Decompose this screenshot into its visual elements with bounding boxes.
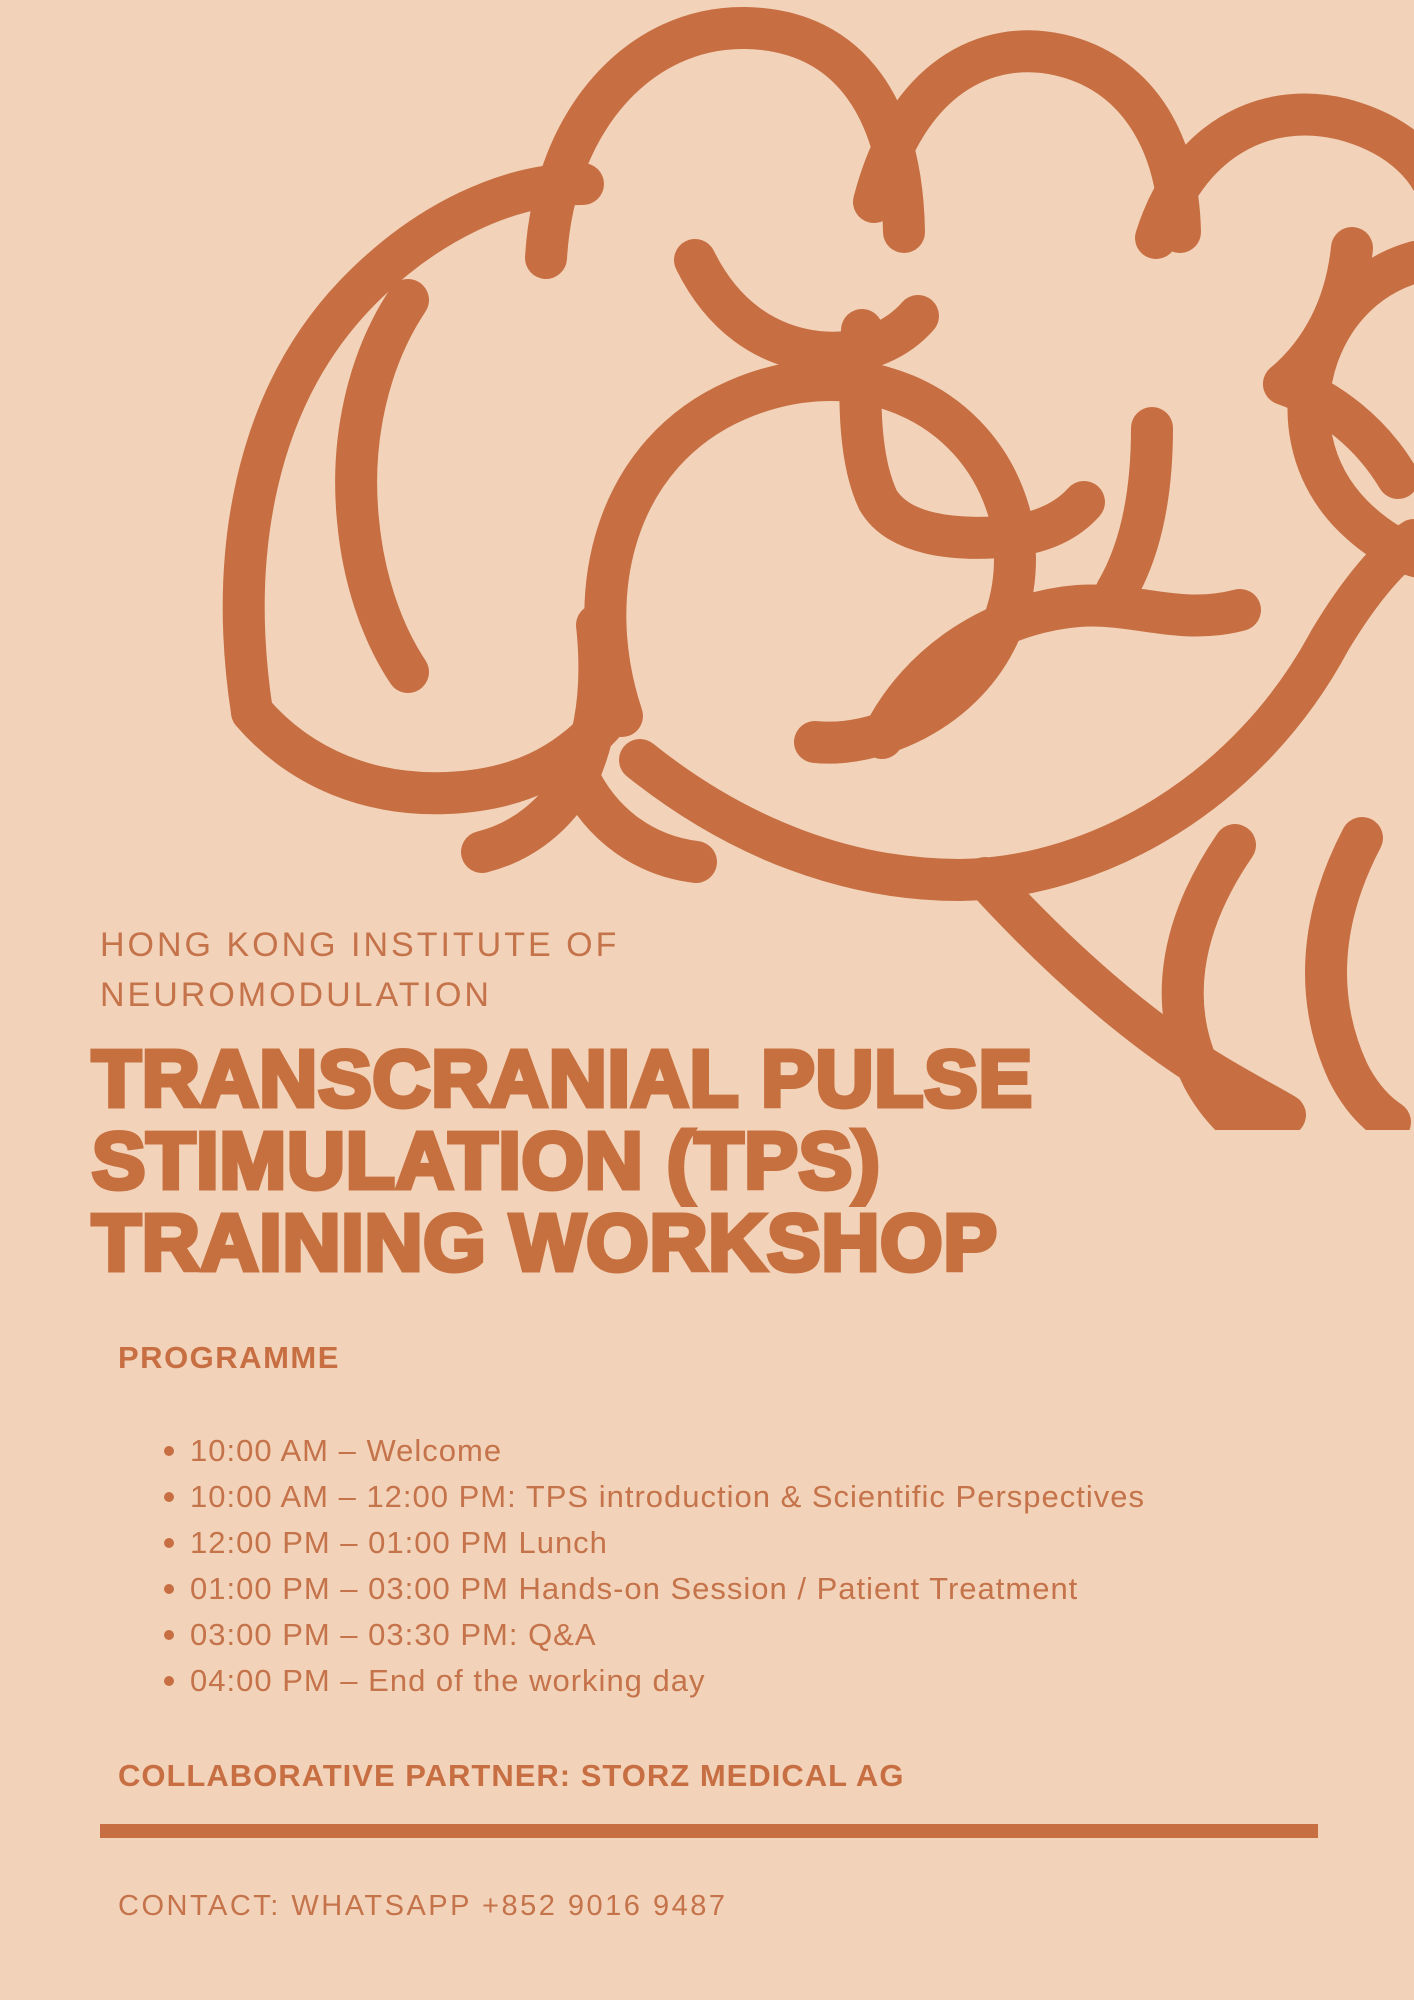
organization-name-line2: NEUROMODULATION <box>100 976 492 1014</box>
programme-list <box>146 1428 1145 1704</box>
programme-item: 01:00 PM – 03:00 PM Hands-on Session / Patient Treatment <box>146 1566 1145 1612</box>
page-title <box>92 1034 1034 1287</box>
programme-heading: PROGRAMME <box>118 1340 340 1375</box>
page-title-line3: TRAINING WORKSHOP <box>92 1198 998 1287</box>
organization-name-line1: HONG KONG INSTITUTE OF <box>100 926 620 964</box>
programme-item: 04:00 PM – End of the working day <box>146 1658 1145 1704</box>
contact-info: CONTACT: WHATSAPP +852 9016 9487 <box>118 1890 728 1922</box>
page-title-line2: STIMULATION (TPS) <box>92 1116 881 1205</box>
collaborative-partner: COLLABORATIVE PARTNER: STORZ MEDICAL AG <box>118 1758 905 1793</box>
programme-item: 12:00 PM – 01:00 PM Lunch <box>146 1520 1145 1566</box>
organization-name <box>100 920 619 1020</box>
programme-item: 10:00 AM – 12:00 PM: TPS introduction & Scientific Perspectives <box>146 1474 1145 1520</box>
page-title-line1: TRANSCRANIAL PULSE <box>92 1034 1034 1123</box>
programme-item: 10:00 AM – Welcome <box>146 1428 1145 1474</box>
programme-item: 03:00 PM – 03:30 PM: Q&A <box>146 1612 1145 1658</box>
divider <box>100 1824 1318 1838</box>
